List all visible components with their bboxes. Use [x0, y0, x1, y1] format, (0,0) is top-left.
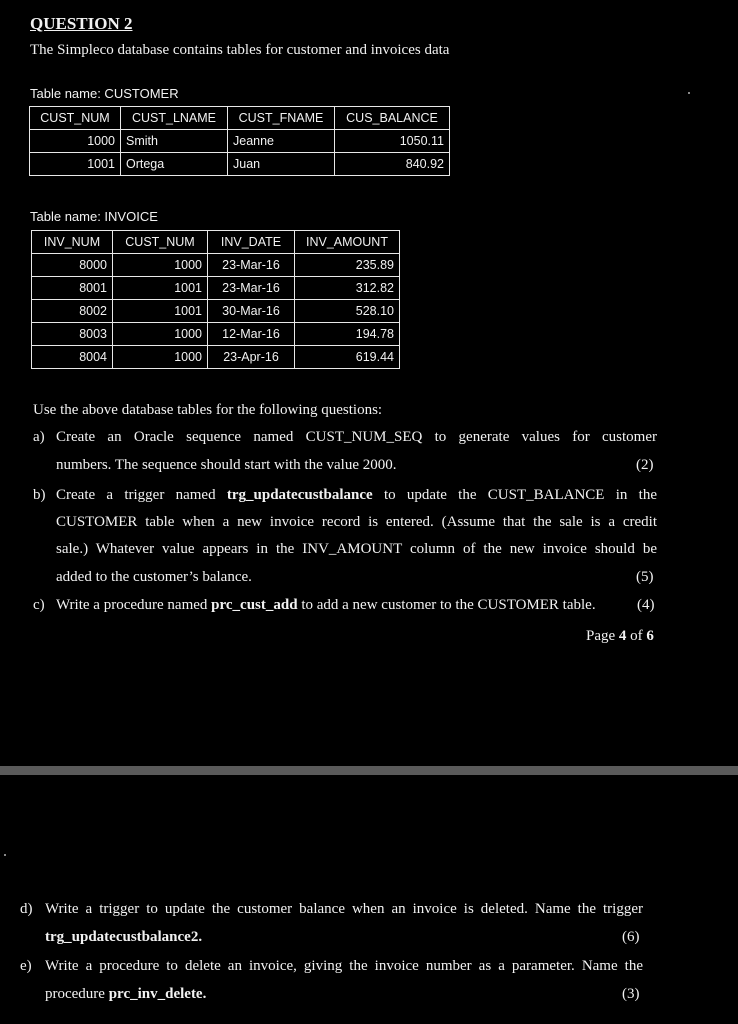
table-cell: 23-Mar-16 — [208, 254, 295, 277]
question-intro: The Simpleco database contains tables for customer and invoices data — [30, 42, 450, 58]
customer-table — [29, 106, 450, 176]
table-cell: 1050.11 — [335, 130, 450, 153]
scan-speck — [688, 92, 690, 94]
table-cell: 23-Apr-16 — [208, 346, 295, 369]
table-cell: 312.82 — [295, 277, 400, 300]
table-cell: 619.44 — [295, 346, 400, 369]
invoice-table-name: Table name: INVOICE — [30, 209, 158, 224]
question-d-line — [45, 924, 202, 952]
trigger-name: trg_updatecustbalance2. — [45, 929, 203, 945]
question-c-text: to add a new customer to the CUSTOMER table. — [297, 597, 596, 613]
question-a-line: numbers. The sequence should start with the value 2000. — [56, 457, 397, 473]
table-cell: Jeanne — [228, 130, 335, 153]
table-cell: 8004 — [32, 346, 113, 369]
customer-header-cell: CUST_LNAME — [121, 107, 228, 130]
invoice-header-row — [32, 231, 400, 254]
table-row — [32, 346, 400, 369]
customer-header-cell: CUST_NUM — [30, 107, 121, 130]
question-c-line — [56, 592, 596, 620]
page-text: Page — [586, 628, 619, 644]
scan-speck — [4, 854, 6, 856]
table-cell: 1001 — [113, 300, 208, 323]
table-cell: 528.10 — [295, 300, 400, 323]
table-cell: 1001 — [30, 153, 121, 176]
question-b-text: to update the CUST_BALANCE in the — [372, 487, 657, 503]
page-total: 6 — [646, 628, 654, 644]
table-row — [32, 323, 400, 346]
question-c-text: Write a procedure named — [56, 597, 212, 613]
trigger-name: trg_updatecustbalance — [226, 487, 373, 503]
table-row — [30, 130, 450, 153]
marks: (5) — [636, 569, 654, 585]
table-cell: 8003 — [32, 323, 113, 346]
question-a-line: Create an Oracle sequence named CUST_NUM_SEQ to generate values for customer — [56, 429, 657, 445]
page-current: 4 — [618, 628, 627, 644]
table-cell: 23-Mar-16 — [208, 277, 295, 300]
invoice-header-cell: INV_AMOUNT — [295, 231, 400, 254]
procedure-name: prc_cust_add — [211, 597, 298, 613]
table-cell: 1000 — [30, 130, 121, 153]
table-cell: 8002 — [32, 300, 113, 323]
table-row — [30, 153, 450, 176]
page-indicator — [586, 623, 654, 651]
procedure-name: prc_inv_delete. — [108, 986, 207, 1002]
question-label: c) — [33, 597, 45, 613]
table-row — [32, 277, 400, 300]
customer-header-cell: CUS_BALANCE — [335, 107, 450, 130]
question-title: QUESTION 2 — [30, 14, 133, 33]
question-label: e) — [20, 958, 32, 974]
table-cell: 840.92 — [335, 153, 450, 176]
marks: (4) — [637, 597, 655, 613]
question-b-text: Create a trigger named — [56, 487, 227, 503]
table-cell: Smith — [121, 130, 228, 153]
marks: (3) — [622, 986, 640, 1002]
question-e-line: Write a procedure to delete an invoice, giving the invoice number as a parameter. Name the — [45, 958, 643, 974]
question-label: a) — [33, 429, 45, 445]
marks: (6) — [622, 929, 640, 945]
table-cell: 1001 — [113, 277, 208, 300]
question-d-line: Write a trigger to update the customer balance when an invoice is deleted. Name the trigger — [45, 901, 643, 917]
invoice-table — [31, 230, 400, 369]
instructions: Use the above database tables for the following questions: — [33, 402, 383, 418]
table-row — [32, 254, 400, 277]
table-cell: Ortega — [121, 153, 228, 176]
customer-table-name: Table name: CUSTOMER — [30, 86, 179, 101]
invoice-header-cell: INV_DATE — [208, 231, 295, 254]
table-cell: 30-Mar-16 — [208, 300, 295, 323]
table-cell: 194.78 — [295, 323, 400, 346]
customer-header-cell: CUST_FNAME — [228, 107, 335, 130]
question-b-line: CUSTOMER table when a new invoice record is entered. (Assume that the sale is a credit — [56, 514, 657, 530]
table-cell: 12-Mar-16 — [208, 323, 295, 346]
table-cell: 8000 — [32, 254, 113, 277]
invoice-header-cell: CUST_NUM — [113, 231, 208, 254]
table-cell: Juan — [228, 153, 335, 176]
page-divider — [0, 766, 738, 775]
customer-header-row — [30, 107, 450, 130]
table-cell: 8001 — [32, 277, 113, 300]
question-label: b) — [33, 487, 46, 503]
marks: (2) — [636, 457, 654, 473]
question-b-line: sale.) Whatever value appears in the INV_AMOUNT column of the new invoice should be — [56, 541, 657, 557]
table-row — [32, 300, 400, 323]
question-e-line — [45, 981, 206, 1009]
question-b-line: added to the customer’s balance. — [56, 569, 252, 585]
invoice-header-cell: INV_NUM — [32, 231, 113, 254]
question-e-text: procedure — [45, 986, 109, 1002]
table-cell: 1000 — [113, 323, 208, 346]
page-text: of — [626, 628, 647, 644]
question-b-line — [56, 482, 657, 510]
table-cell: 1000 — [113, 346, 208, 369]
table-cell: 1000 — [113, 254, 208, 277]
question-label: d) — [20, 901, 33, 917]
table-cell: 235.89 — [295, 254, 400, 277]
